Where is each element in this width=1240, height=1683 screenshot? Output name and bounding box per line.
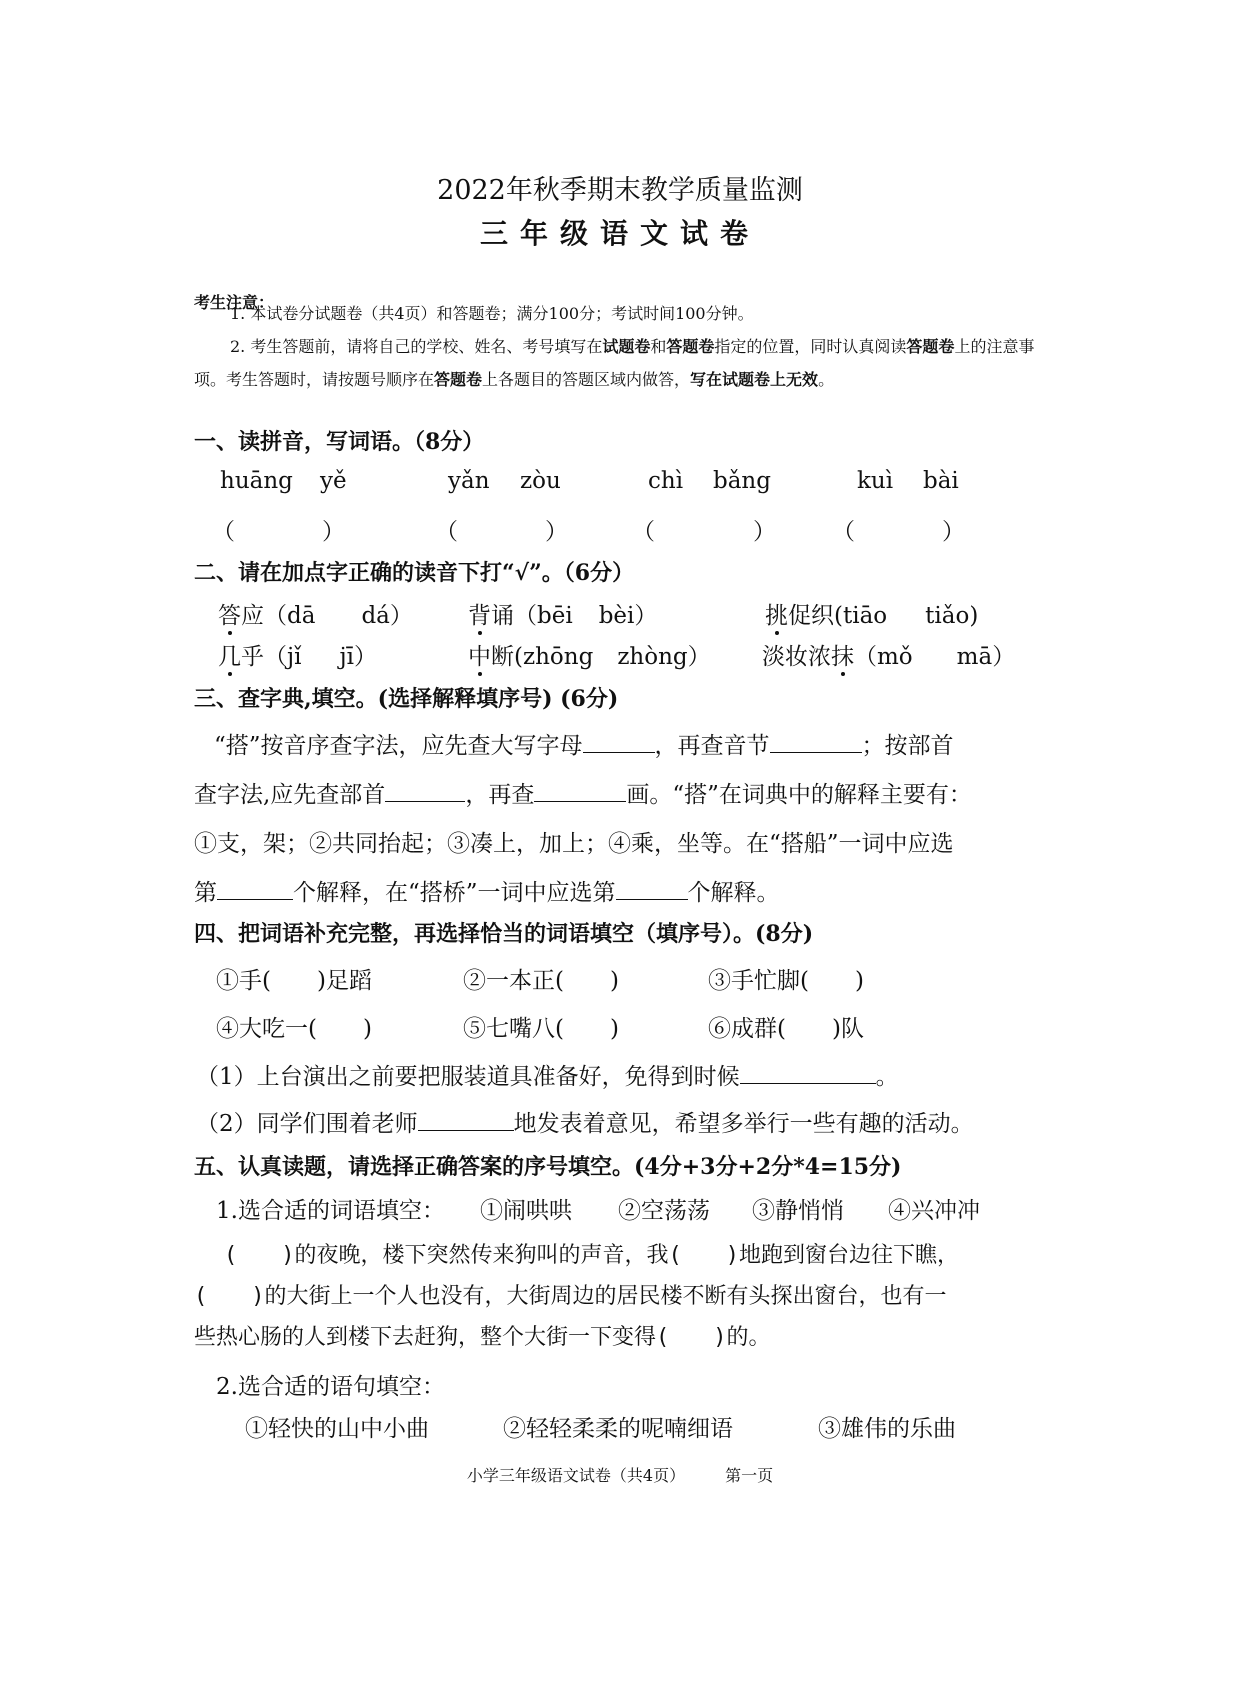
pinyin: chì (648, 468, 684, 494)
fill-blank[interactable] (616, 875, 688, 900)
reading-item: 淡妆浓抹（mǒ mā） (762, 644, 1016, 670)
word-item[interactable]: ③手忙脚( ) (708, 968, 864, 994)
pinyin-row (0, 468, 1240, 508)
notice-item-2: 2. 考生答题前，请将自己的学校、姓名、考号填写在试题卷和答题卷指定的位置，同时认真阅读答题卷上的注意事项。考生答题时，请按题号顺序在答题卷上各题目的答题区域内做答，写在试题卷上无效。 (194, 337, 1035, 389)
q5-sub1-row: 1.选合适的词语填空： ①闹哄哄 ②空荡荡 ③静悄悄 ④兴冲冲 (0, 1192, 1240, 1232)
option[interactable]: ②轻轻柔柔的呢喃细语 (503, 1416, 733, 1442)
answer-blank-close: ） (942, 519, 965, 545)
option[interactable]: ②空荡荡 (618, 1198, 710, 1224)
section-4-heading: 四、把词语补充完整，再选择恰当的词语填空（填序号）。(8分) (194, 921, 814, 947)
reading-item: 答应（dā dá） (218, 603, 413, 629)
fill-blank[interactable] (770, 728, 862, 753)
answer-blank-close: ） (545, 519, 568, 545)
section-3-heading: 三、查字典,填空。(选择解释填序号) (6分) (194, 686, 619, 712)
word-item[interactable]: ④大吃一( ) (216, 1016, 372, 1042)
page-footer: 小学三年级语文试卷（共4页） 第一页 (466, 1466, 774, 1485)
word-item[interactable]: ⑥成群( )队 (708, 1016, 864, 1042)
pinyin: yě (320, 468, 347, 494)
reading-item: 挑促织(tiāo tiǎo) (765, 603, 979, 629)
option[interactable]: ①闹哄哄 (480, 1198, 572, 1224)
fill-blank[interactable] (740, 1059, 876, 1084)
option[interactable]: ③雄伟的乐曲 (818, 1416, 956, 1442)
section-2-heading: 二、请在加点字正确的读音下打“√”。（6分） (194, 560, 635, 586)
pinyin: yǎn (448, 468, 490, 494)
answer-paren-row (0, 513, 1240, 553)
fill-blank[interactable] (583, 728, 655, 753)
q5-sub2: 2.选合适的语句填空： (216, 1374, 445, 1400)
option[interactable]: ④兴冲冲 (888, 1198, 980, 1224)
answer-blank-close: ） (753, 519, 776, 545)
answer-blank-open[interactable]: （ (832, 519, 855, 545)
answer-blank-open[interactable]: （ (632, 519, 655, 545)
answer-blank-open[interactable]: （ (212, 519, 235, 545)
sentence-1: （1）上台演出之前要把服装道具准备好，免得到时候 。 (196, 1058, 899, 1091)
q5-sub2-options (0, 1410, 1240, 1450)
exam-subtitle: 三年级语文试卷 (479, 217, 760, 250)
pinyin: kuì (857, 468, 894, 494)
exam-title: 2022年秋季期末教学质量监测 (437, 175, 803, 206)
option[interactable]: ③静悄悄 (752, 1198, 844, 1224)
pinyin: huāng (220, 468, 293, 494)
pinyin: zòu (520, 468, 561, 494)
fill-blank[interactable] (418, 1106, 514, 1131)
fill-blank[interactable] (385, 777, 465, 802)
notice-heading: 考生注意： (194, 293, 275, 312)
word-item[interactable]: ⑤七嘴八( ) (463, 1016, 619, 1042)
word-item[interactable]: ①手( )足蹈 (216, 968, 372, 994)
notice-item-1: 1. 本试卷分试题卷（共4页）和答题卷；满分100分；考试时间100分钟。 (230, 304, 754, 323)
answer-blank-open[interactable]: （ (435, 519, 458, 545)
page-number: 第一页 (725, 1466, 774, 1485)
answer-blank-close: ） (322, 519, 345, 545)
fill-blank[interactable] (217, 875, 293, 900)
pinyin: bǎng (713, 468, 771, 494)
word-item[interactable]: ②一本正( ) (463, 968, 619, 994)
word-row (0, 962, 1240, 1002)
reading-item: 几乎（jǐ jī） (218, 644, 377, 670)
q5-passage: ( )的夜晚，楼下突然传来狗叫的声音，我( )地跑到窗台边往下瞧， ( )的大街上一个人也没有，大街周边的居民楼不断有头探出窗台，也有一 些热心肠的人到楼下去赶狗，整个大街一下变得( )的。 (194, 1243, 959, 1350)
word-row (0, 1010, 1240, 1050)
section-1-heading: 一、读拼音，写词语。（8分） (194, 429, 485, 455)
fill-blank[interactable] (534, 777, 626, 802)
sentence-2: （2）同学们围着老师 地发表着意见，希望多举行一些有趣的活动。 (196, 1105, 974, 1138)
reading-item: 背诵（bēi bèi） (468, 603, 658, 629)
reading-item: 中断(zhōng zhòng） (468, 644, 711, 670)
option[interactable]: ①轻快的山中小曲 (245, 1416, 429, 1442)
notice-block (194, 297, 1046, 396)
section-3-body: “搭”按音序查字法，应先查大写字母 ，再查音节 ；按部首 查字法,应先查部首 ，再查 画。“搭”在词典中的解释主要有： ①支，架；②共同抬起；③凑上，加上；④乘，坐等。在“搭船”一词中应选 第 个解释，在“搭桥”一词中应选第 个解释。 (194, 722, 1046, 918)
section-5-heading: 五、认真读题，请选择正确答案的序号填空。(4分+3分+2分*4=15分) (194, 1154, 902, 1180)
pinyin: bài (923, 468, 959, 494)
